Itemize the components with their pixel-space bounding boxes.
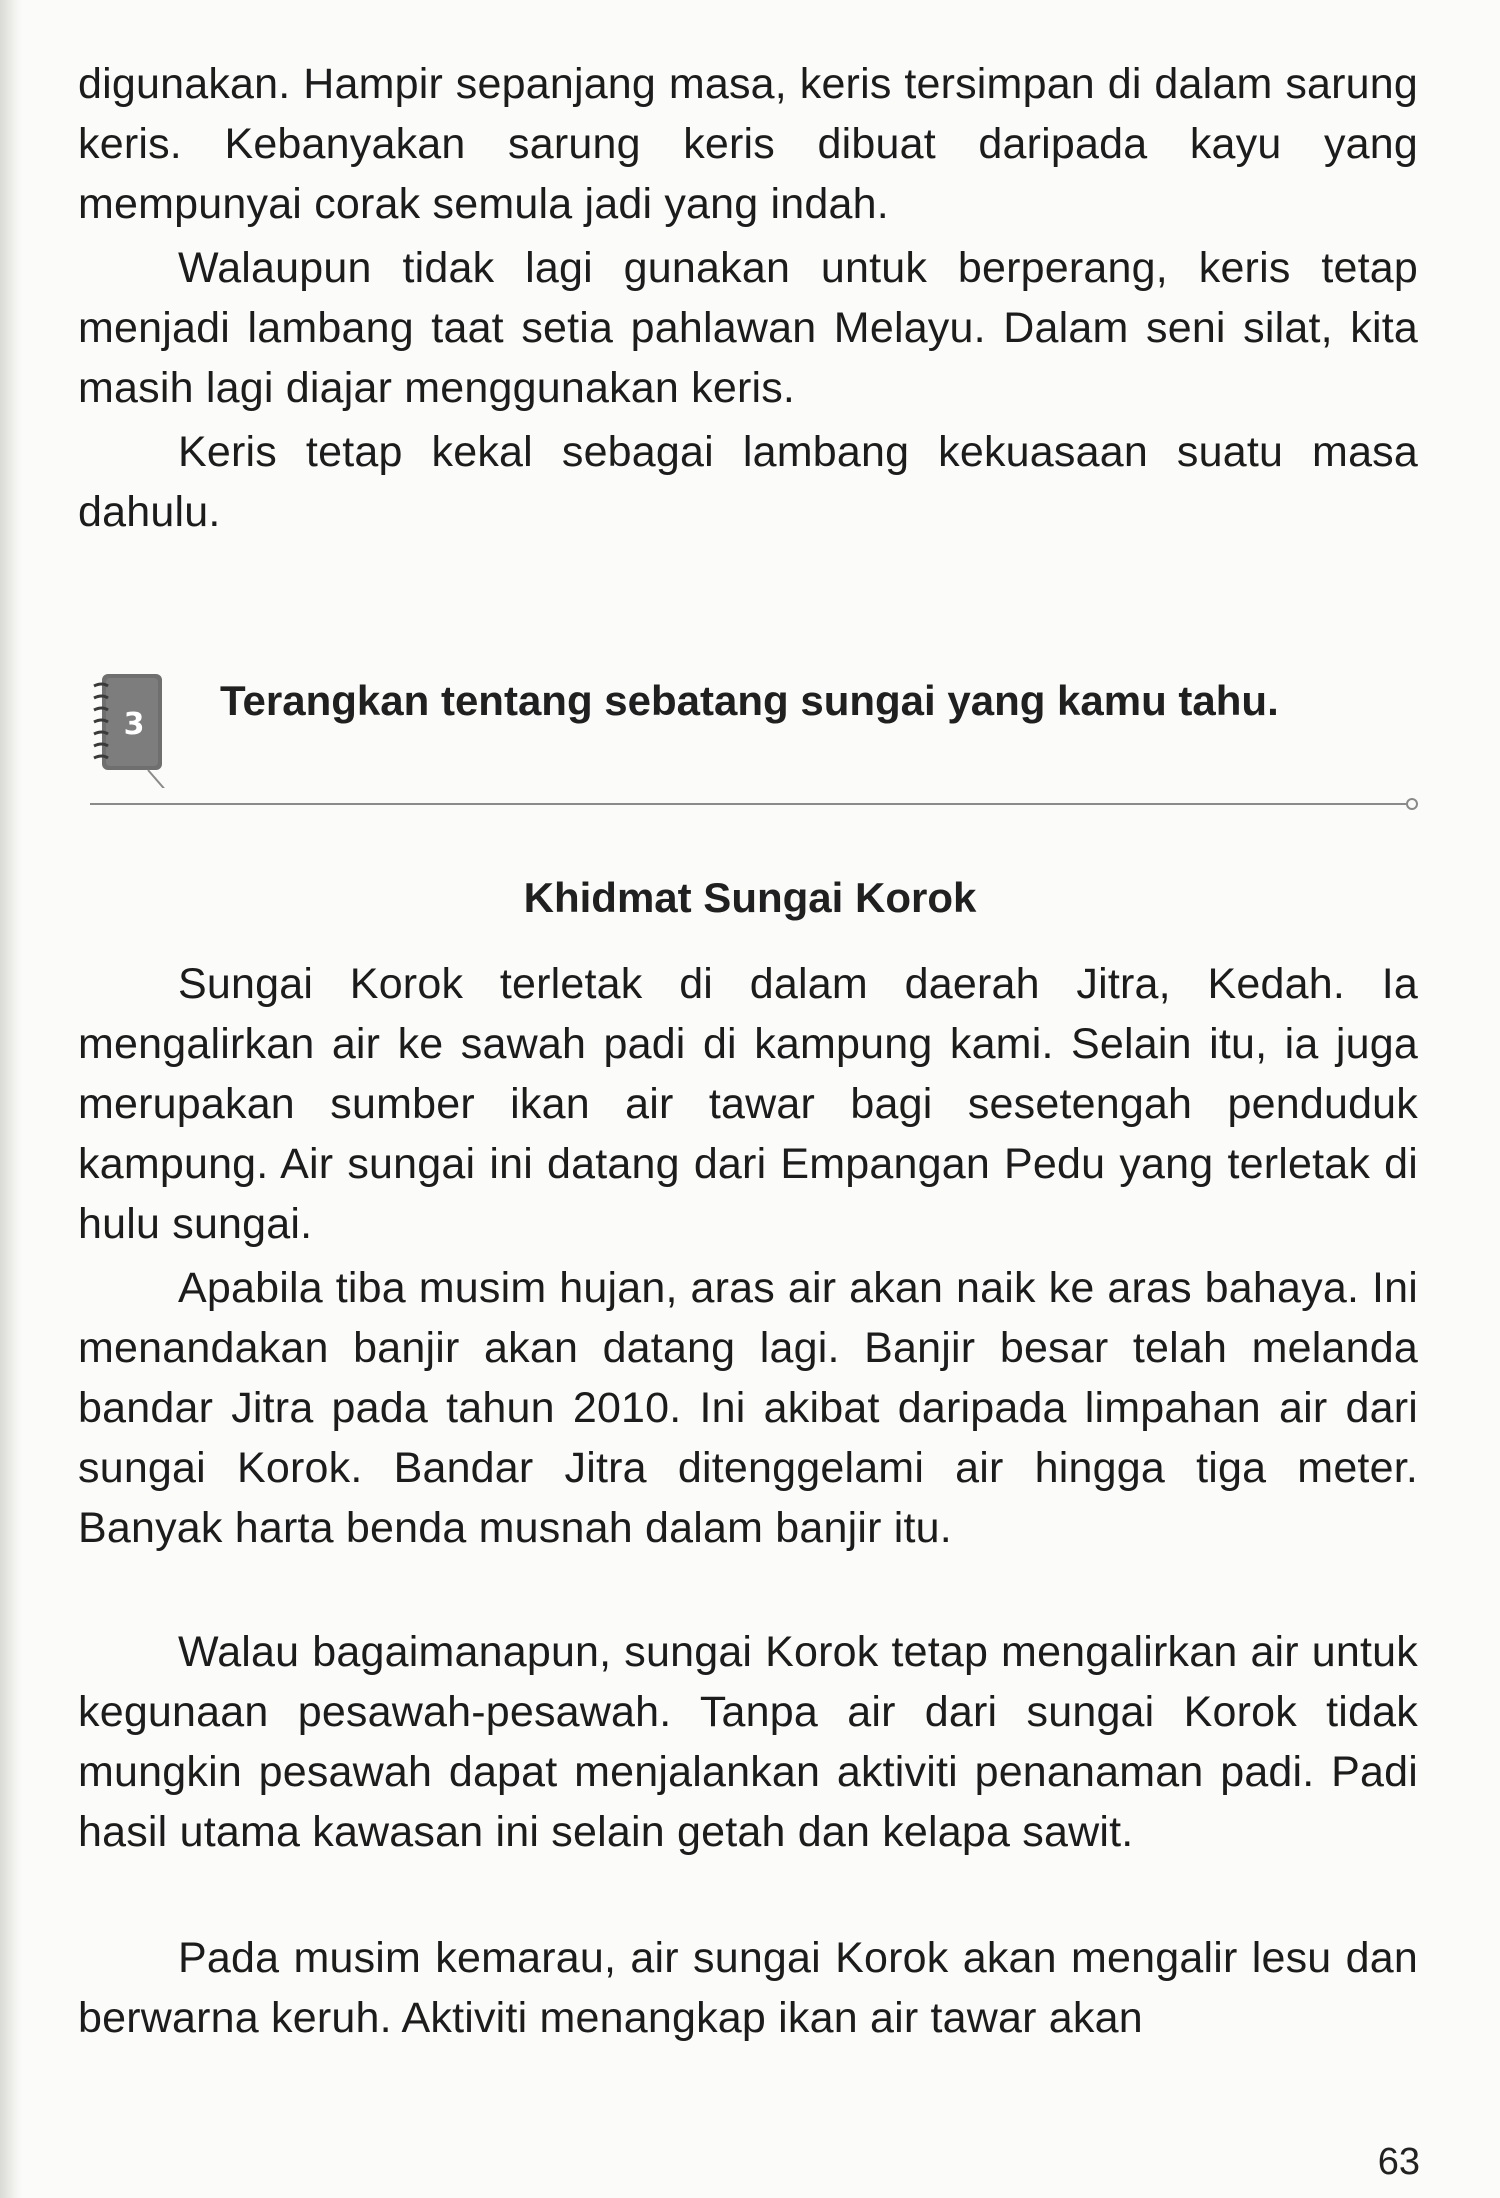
section-number: 3 <box>123 707 145 742</box>
page-gutter-shadow <box>0 0 22 2198</box>
question-section <box>78 668 1418 818</box>
article-paragraph: Pada musim kemarau, air sungai Korok akan mengalir lesu dan berwarna keruh. Aktiviti menangkap ikan air tawar akan <box>78 1934 1418 2042</box>
article-paragraph: Sungai Korok terletak di dalam daerah Jitra, Kedah. Ia mengalirkan air ke sawah padi di kampung kami. Selain itu, ia juga merupakan sumber ikan air tawar bagi sesetengah penduduk kampung. Air sungai ini datang dari Empangan Pedu yang terletak di hulu sungai. <box>78 960 1418 1248</box>
page-number: 63 <box>1377 2141 1420 2183</box>
paragraph: Walaupun tidak lagi gunakan untuk berperang, keris tetap menjadi lambang taat setia pahlawan Melayu. Dalam seni silat, kita masih lagi diajar menggunakan keris. <box>78 244 1418 412</box>
notebook-number-icon <box>88 668 174 788</box>
question-text: Terangkan tentang sebatang sungai yang kamu tahu. <box>220 677 1279 724</box>
article-title: Khidmat Sungai Korok <box>523 874 977 921</box>
paragraph-continued: digunakan. Hampir sepanjang masa, keris tersimpan di dalam sarung keris. Kebanyakan sarung keris dibuat daripada kayu yang mempunyai corak semula jadi yang indah. <box>78 60 1418 228</box>
article-paragraph: Apabila tiba musim hujan, aras air akan naik ke aras bahaya. Ini menandakan banjir akan datang lagi. Banjir besar telah melanda bandar Jitra pada tahun 2010. Ini akibat daripada limpahan air dari sungai Korok. Bandar Jitra ditenggelami air hingga tiga meter. Banyak harta benda musnah dalam banjir itu. <box>78 1264 1418 1552</box>
question-underline <box>90 798 1420 810</box>
article-paragraph: Walau bagaimanapun, sungai Korok tetap mengalirkan air untuk kegunaan pesawah-pesawah. Tanpa air dari sungai Korok tidak mungkin pesawah dapat menjalankan aktiviti penanaman padi. Padi hasil utama kawasan ini selain getah dan kelapa sawit. <box>78 1628 1418 1856</box>
paragraph: Keris tetap kekal sebagai lambang kekuasaan suatu masa dahulu. <box>78 428 1418 536</box>
